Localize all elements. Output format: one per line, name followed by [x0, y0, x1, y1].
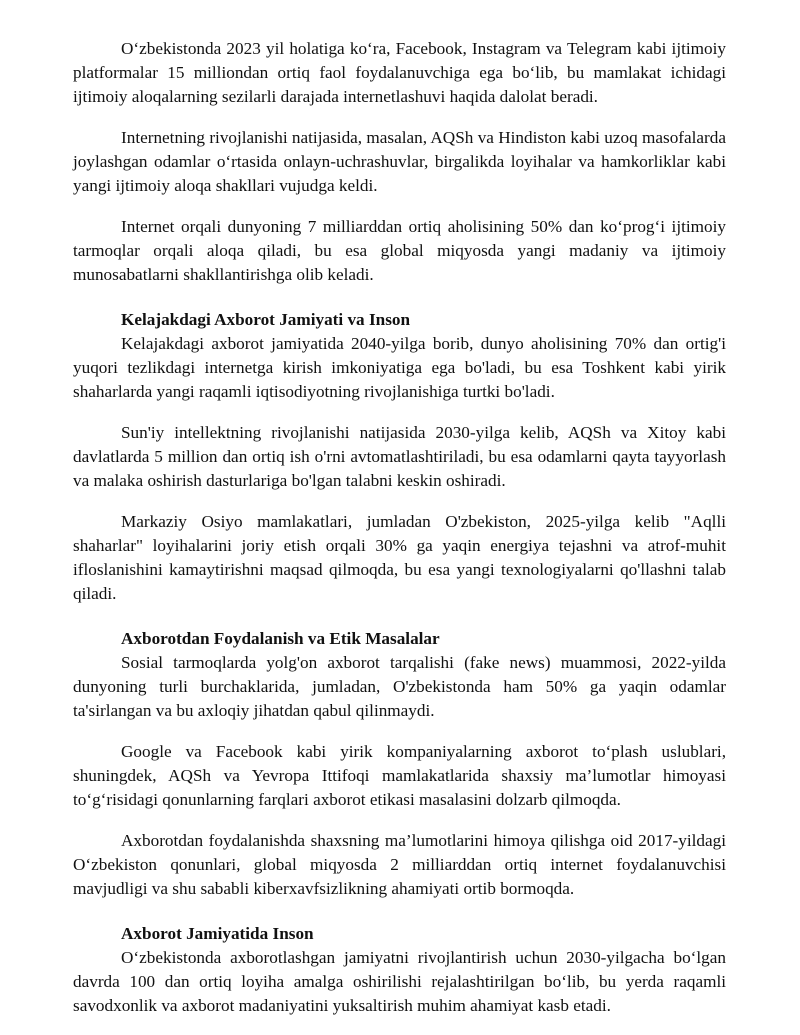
- section-heading: Kelajakdagi Axborot Jamiyati va Inson: [121, 310, 411, 329]
- section-heading: Axborotdan Foydalanish va Etik Masalalar: [121, 629, 440, 648]
- document-page: [73, 0, 726, 1018]
- paragraph: Internetning rivojlanishi natijasida, masalan, AQSh va Hindiston kabi uzoq masofalarda joylashgan odamlar o‘rtasida onlayn-uchrashuvlar, birgalikda loyihalar va hamkorliklar kabi yangi ijtimoiy aloqa shakllari vujudga keldi.: [73, 128, 726, 195]
- paragraph: Markaziy Osiyo mamlakatlari, jumladan O'zbekiston, 2025-yilga kelib "Aqlli shaharlar" loyihalarini joriy etish orqali 30% ga yaqin energiya tejashni va atrof-muhit ifloslanishini kamaytirishni maqsad qilmoqda, bu esa yangi texnologiyalarni qo'llashni talab qiladi.: [73, 512, 726, 603]
- paragraph: Axborotdan foydalanishda shaxsning ma’lumotlarini himoya qilishga oid 2017-yildagi O‘zbekiston qonunlari, global miqyosda 2 milliarddan ortiq internet foydalanuvchisi mavjudligi va shu sababli kiberxavfsizlikning ahamiyati ortib bormoqda.: [73, 831, 726, 898]
- paragraph: Internet orqali dunyoning 7 milliarddan ortiq aholisining 50% dan ko‘prog‘i ijtimoiy tarmoqlar orqali aloqa qiladi, bu esa global miqyosda yangi madaniy va ijtimoiy munosabatlarni shakllantirishga olib keladi.: [73, 217, 726, 284]
- paragraph: Sun'iy intellektning rivojlanishi natijasida 2030-yilga kelib, AQSh va Xitoy kabi davlatlarda 5 million dan ortiq ish o'rni avtomatlashtiriladi, bu esa odamlarni qayta tayyorlash va malaka oshirish dasturlariga bo'lgan talabni keskin oshiradi.: [73, 423, 726, 490]
- paragraph: Sosial tarmoqlarda yolg'on axborot tarqalishi (fake news) muammosi, 2022-yilda dunyoning turli burchaklarida, jumladan, O'zbekistonda ham 50% ga yaqin odamlar ta'sirlangan va bu axloqiy jihatdan qabul qilinmaydi.: [73, 653, 726, 720]
- paragraph: O‘zbekistonda 2023 yil holatiga ko‘ra, Facebook, Instagram va Telegram kabi ijtimoiy platformalar 15 milliondan ortiq faol foydalanuvchiga ega bo‘lib, bu mamlakat ichidagi ijtimoiy aloqalarning sezilarli darajada internetlashuvi haqida dalolat beradi.: [73, 39, 726, 106]
- paragraph: O‘zbekistonda axborotlashgan jamiyatni rivojlantirish uchun 2030-yilgacha bo‘lgan davrda 100 dan ortiq loyiha amalga oshirilishi rejalashtirilgan bo‘lib, bu yerda raqamli savodxonlik va axborot madaniyatini yuksaltirish muhim ahamiyat kasb etadi.: [73, 948, 726, 1015]
- paragraph: Kelajakdagi axborot jamiyatida 2040-yilga borib, dunyo aholisining 70% dan ortig'i yuqori tezlikdagi internetga kirish imkoniyatiga ega bo'ladi, bu esa Toshkent kabi yirik shaharlarda yangi raqamli iqtisodiyotning rivojlanishiga turtki bo'ladi.: [73, 334, 726, 401]
- paragraph: Google va Facebook kabi yirik kompaniyalarning axborot to‘plash uslublari, shuningdek, AQSh va Yevropa Ittifoqi mamlakatlarida shaxsiy ma’lumotlar himoyasi to‘g‘risidagi qonunlarning farqlari axborot etikasi masalasini dolzarb qilmoqda.: [73, 742, 726, 809]
- section-heading: Axborot Jamiyatida Inson: [121, 924, 314, 943]
